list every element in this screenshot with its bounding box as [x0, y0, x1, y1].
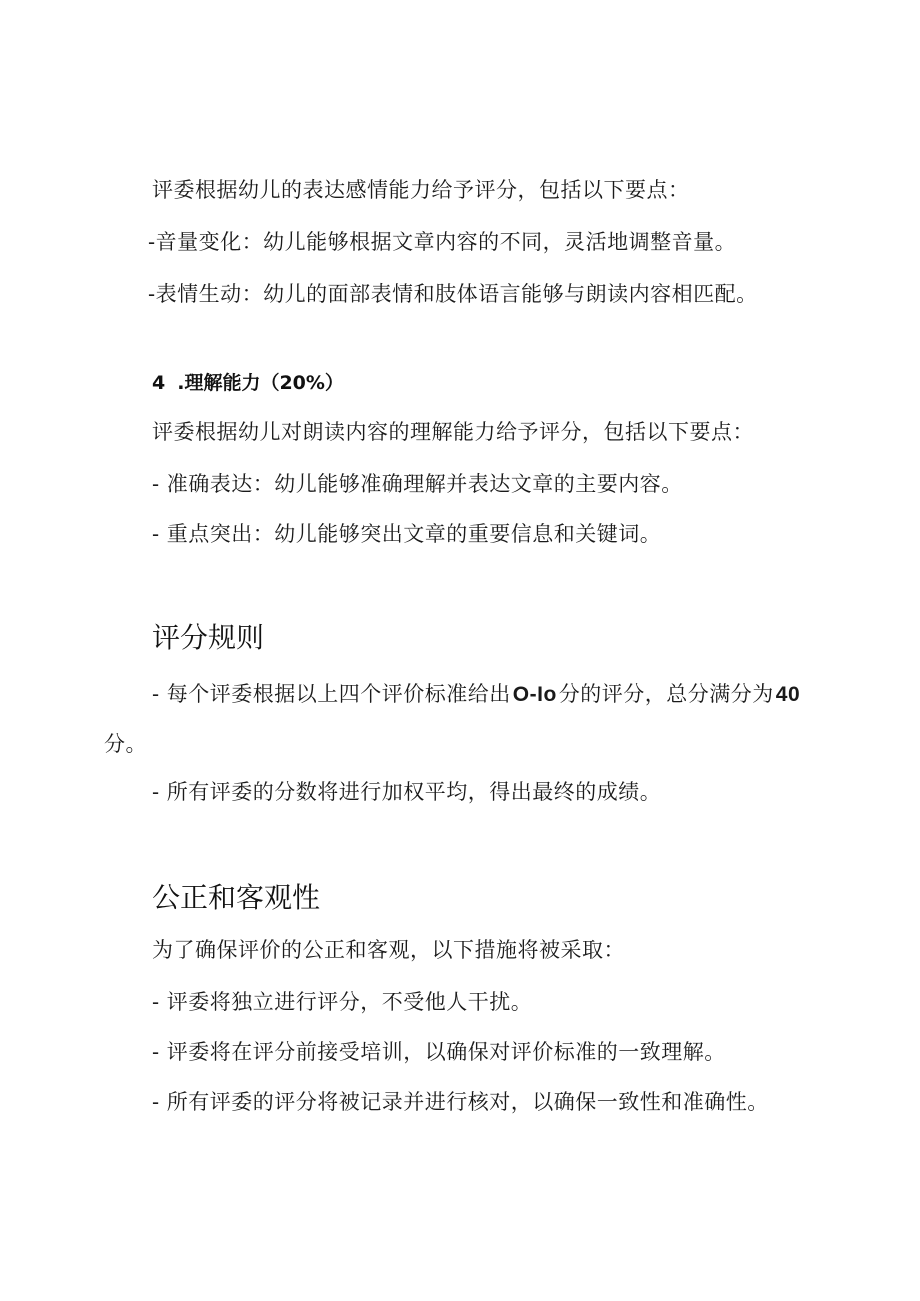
- scoring-rule-1-text-b: 分的评分，总分满分为: [558, 682, 774, 706]
- fairness-point-records: - 所有评委的评分将被记录并进行核对，以确保一致性和准确性。: [152, 1090, 769, 1114]
- comprehension-number: 4: [152, 372, 166, 394]
- comprehension-heading: [152, 370, 344, 396]
- scoring-rule-1: [152, 680, 802, 709]
- comprehension-title: .理解能力（20%）: [177, 372, 344, 394]
- fairness-point-training: - 评委将在评分前接受培训，以确保对评价标准的一致理解。: [152, 1040, 726, 1064]
- scoring-rules-heading: 评分规则: [152, 621, 265, 654]
- fairness-heading: 公正和客观性: [152, 881, 321, 914]
- emotion-point-volume: -音量变化：幼儿能够根据文章内容的不同，灵活地调整音量。: [148, 230, 737, 254]
- fairness-point-independent: - 评委将独立进行评分，不受他人干扰。: [152, 990, 533, 1014]
- comprehension-point-accuracy: - 准确表达：幼儿能够准确理解并表达文章的主要内容。: [152, 472, 683, 496]
- score-range: O-Io: [512, 683, 557, 706]
- emotion-intro: 评委根据幼儿的表达感情能力给予评分，包括以下要点：: [152, 178, 690, 202]
- fairness-intro: 为了确保评价的公正和客观，以下措施将被采取：: [152, 938, 625, 962]
- scoring-rule-1-continuation: 分。: [104, 732, 147, 756]
- scoring-rule-2: - 所有评委的分数将进行加权平均，得出最终的成绩。: [152, 780, 662, 804]
- scoring-rule-1-text-a: - 每个评委根据以上四个评价标准给出: [152, 682, 511, 706]
- emotion-point-expression: -表情生动：幼儿的面部表情和肢体语言能够与朗读内容相匹配。: [148, 282, 758, 306]
- comprehension-intro: 评委根据幼儿对朗读内容的理解能力给予评分，包括以下要点：: [152, 420, 754, 444]
- comprehension-point-focus: - 重点突出：幼儿能够突出文章的重要信息和关键词。: [152, 522, 662, 546]
- score-total: 40: [775, 683, 801, 706]
